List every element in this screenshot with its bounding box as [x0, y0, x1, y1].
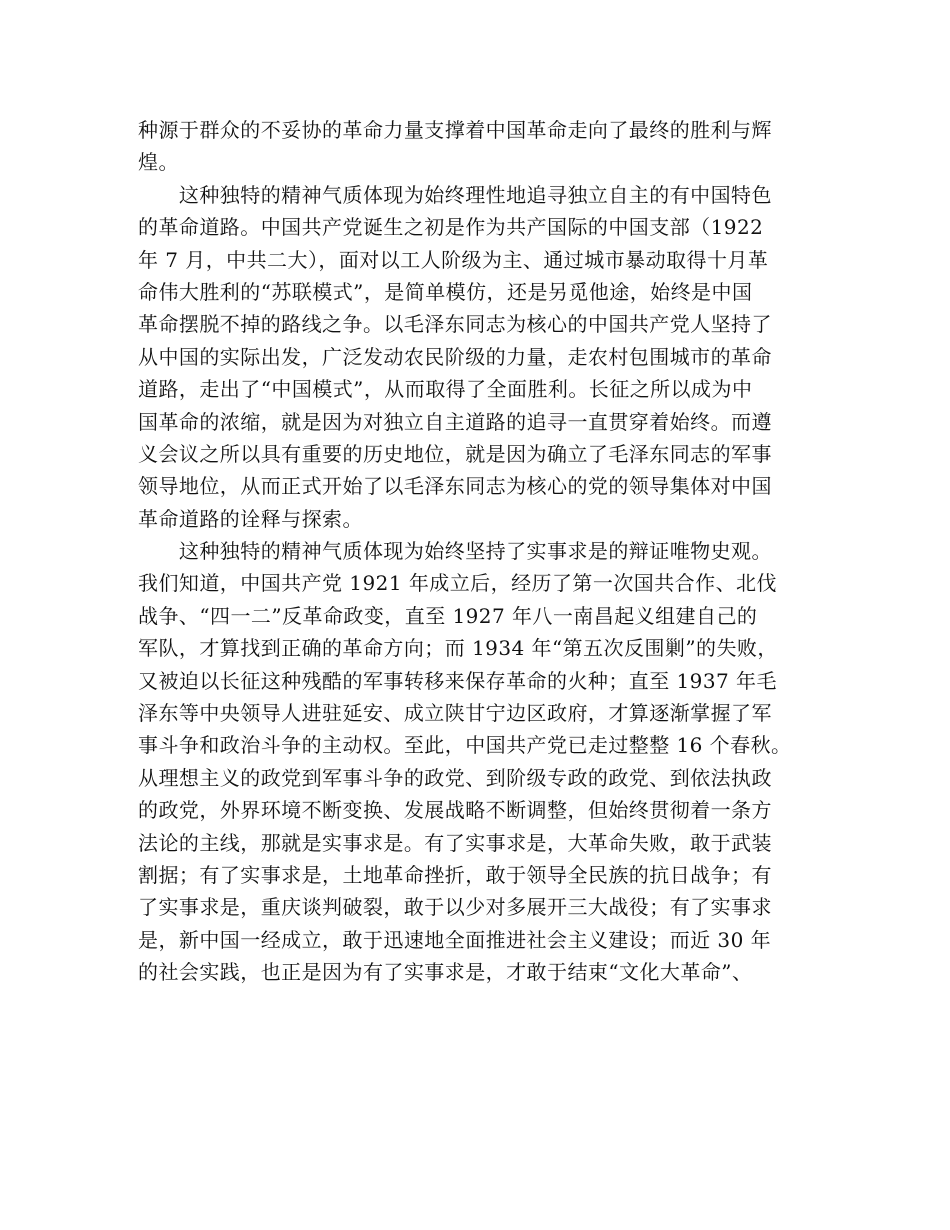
text-line-1: 种源于群众的不妥协的革命力量支撑着中国革命走向了最终的胜利与辉 — [138, 118, 772, 142]
text-line-5: 年 7 月，中共二大），面对以工人阶级为主、通过城市暴动取得十月革 — [138, 247, 769, 272]
text-line-4: 的革命道路。中国共产党诞生之初是作为共产国际的中国支部（1922 — [138, 215, 764, 240]
text-line-7: 革命摆脱不掉的路线之争。以毛泽东同志为核心的中国共产党人坚持了 — [138, 312, 772, 337]
text-line-6: 命伟大胜利的“苏联模式”，是简单模仿，还是另觅他途，始终是中国 — [138, 279, 753, 304]
text-line-14: 这种独特的精神气质体现为始终坚持了实事求是的辩证唯物史观。 — [138, 539, 772, 564]
body-text — [138, 114, 820, 989]
text-line-24: 割据；有了实事求是，土地革命挫折，敢于领导全民族的抗日战争；有 — [138, 862, 772, 887]
text-line-9: 道路，走出了“中国模式”，从而取得了全面胜利。长征之所以成为中 — [138, 377, 753, 402]
text-line-25: 了实事求是，重庆谈判破裂，敢于以少对多展开三大战役；有了实事求 — [138, 895, 772, 920]
text-line-2: 煌。 — [138, 150, 179, 175]
text-line-27: 的社会实践，也正是因为有了实事求是，才敢于结束“文化大革命”、 — [138, 960, 753, 985]
text-line-21: 从理想主义的政党到军事斗争的政党、到阶级专政的政党、到依法执政 — [138, 765, 772, 790]
text-line-16: 战争、“四一二”反革命政变，直至 1927 年八一南昌起义组建自己的 — [138, 603, 758, 628]
text-line-23: 法论的主线，那就是实事求是。有了实事求是，大革命失败，敢于武装 — [138, 830, 772, 855]
text-line-15: 我们知道，中国共产党 1921 年成立后，经历了第一次国共合作、北伐 — [138, 571, 777, 596]
text-line-13: 革命道路的诠释与探索。 — [138, 506, 363, 531]
text-line-3: 这种独特的精神气质体现为始终理性地追寻独立自主的有中国特色 — [138, 182, 772, 207]
text-line-19: 泽东等中央领导人进驻延安、成立陕甘宁边区政府，才算逐渐掌握了军 — [138, 701, 772, 726]
text-line-17: 军队，才算找到正确的革命方向；而 1934 年“第五次反围剿”的失败， — [138, 636, 778, 661]
text-line-26: 是，新中国一经成立，敢于迅速地全面推进社会主义建设；而近 30 年 — [138, 927, 772, 952]
text-line-12: 领导地位，从而正式开始了以毛泽东同志为核心的党的领导集体对中国 — [138, 474, 772, 499]
text-line-20: 事斗争和政治斗争的主动权。至此，中国共产党已走过整整 16 个春秋。 — [138, 733, 792, 758]
text-line-18: 又被迫以长征这种残酷的军事转移来保存革命的火种；直至 1937 年毛 — [138, 668, 777, 693]
text-line-11: 义会议之所以具有重要的历史地位，就是因为确立了毛泽东同志的军事 — [138, 441, 772, 466]
text-line-8: 从中国的实际出发，广泛发动农民阶级的力量，走农村包围城市的革命 — [138, 344, 772, 369]
text-line-22: 的政党，外界环境不断变换、发展战略不断调整，但始终贯彻着一条方 — [138, 798, 772, 823]
text-line-10: 国革命的浓缩，就是因为对独立自主道路的追寻一直贯穿着始终。而遵 — [138, 409, 772, 434]
